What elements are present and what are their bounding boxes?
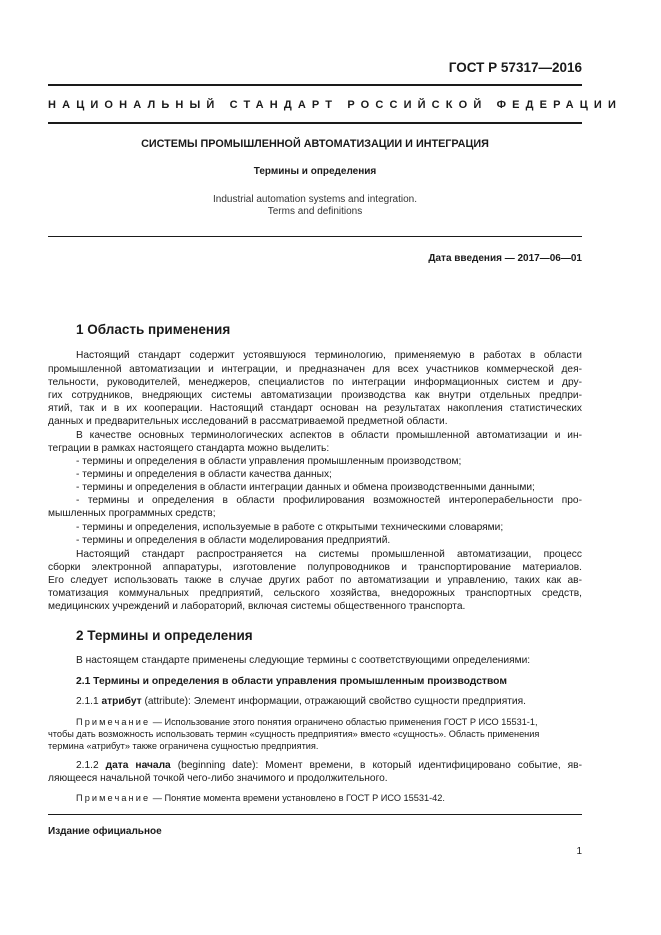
paragraph-line: тельности, руководителей, менеджеров, специалистов по интеграции информационных систем и дру- bbox=[48, 377, 582, 388]
list-item: - термины и определения в области управления промышленным производством; bbox=[76, 456, 462, 467]
top-rule bbox=[48, 84, 582, 86]
list-item: - термины и определения в области качества данных; bbox=[76, 469, 332, 480]
list-item: - термины и определения в области профилирования возможностей интероперабельности про- bbox=[76, 495, 582, 506]
note-1-line-3: термина «атрибут» также ограничена сущностью предприятия. bbox=[48, 741, 319, 751]
footer-rule bbox=[48, 814, 582, 815]
section-2-heading: 2 Термины и определения bbox=[76, 628, 253, 643]
term-name: дата начала bbox=[105, 760, 171, 771]
english-title-line-1: Industrial automation systems and integration. bbox=[213, 194, 417, 205]
document-title: СИСТЕМЫ ПРОМЫШЛЕННОЙ АВТОМАТИЗАЦИИ И ИНТЕГРАЦИЯ bbox=[141, 138, 489, 150]
term-definition: (beginning date): Момент времени, в который идентифицировано событие, яв- bbox=[177, 760, 582, 771]
note-text: — Понятие момента времени установлено в ГОСТ Р ИСО 15531-42. bbox=[152, 793, 445, 803]
banner-rule bbox=[48, 122, 582, 124]
introduction-date: Дата введения — 2017—06—01 bbox=[428, 253, 582, 264]
term-number: 2.1.1 bbox=[76, 696, 99, 707]
term-name: атрибут bbox=[101, 696, 142, 707]
paragraph-line: В качестве основных терминологических аспектов в области промышленной автоматизации и ин- bbox=[76, 430, 582, 441]
subsection-2-1-heading: 2.1 Термины и определения в области управления промышленным производством bbox=[76, 676, 507, 687]
list-item: - термины и определения в области моделирования предприятий. bbox=[76, 535, 391, 546]
term-number: 2.1.2 bbox=[76, 760, 99, 771]
section-2-intro: В настоящем стандарте применены следующие термины с соответствующими определениями: bbox=[76, 655, 531, 666]
list-item: - термины и определения в области интеграции данных и обмена производственными данными; bbox=[76, 482, 535, 493]
paragraph-line: томатизация коммунальных предприятий, сельского хозяйства, внедорожных транспортных средств, bbox=[48, 588, 582, 599]
term-2-1-2-continuation: ляющееся начальной точкой чего-либо значимого и продолжительного. bbox=[48, 773, 388, 784]
paragraph-line: Его следует использовать также в случае других работ по автоматизации и управлению, таких как ав- bbox=[48, 575, 582, 586]
paragraph-line: гих сотрудников, внедряющих системы автоматизации производства как внутри отдельных предпри- bbox=[48, 390, 582, 401]
standard-code: ГОСТ Р 57317—2016 bbox=[448, 60, 582, 75]
note-label: Примечание bbox=[76, 717, 151, 727]
national-standard-banner: НАЦИОНАЛЬНЫЙ СТАНДАРТ РОССИЙСКОЙ ФЕДЕРАЦИИ bbox=[48, 99, 623, 111]
term-definition: (attribute): Элемент информации, отражающий свойство сущности предприятия. bbox=[144, 696, 526, 707]
paragraph-line: Настоящий стандарт распространяется на системы промышленной автоматизации, процесс bbox=[76, 549, 582, 560]
section-1-heading: 1 Область применения bbox=[76, 322, 231, 337]
term-2-1-2 bbox=[76, 759, 582, 772]
list-item: - термины и определения, используемые в работе с открытыми техническими словарями; bbox=[76, 522, 504, 533]
note-label: Примечание bbox=[76, 793, 151, 803]
title-rule bbox=[48, 236, 582, 237]
term-2-1-1 bbox=[76, 695, 582, 708]
paragraph-line: данных и предварительных исследований в рассматриваемой предметной области. bbox=[48, 416, 448, 427]
paragraph-line: медицинских учреждений и лабораторий, включая системы общественного транспорта. bbox=[48, 601, 466, 612]
paragraph-line: ятий, так и в их кооперации. Настоящий стандарт основан на результатах накопления статистических bbox=[48, 403, 582, 414]
note-text: — Использование этого понятия ограничено областью применения ГОСТ Р ИСО 15531-1, bbox=[152, 717, 538, 727]
paragraph-line: Настоящий стандарт содержит устоявшуюся терминологию, применяемую в работах в области bbox=[76, 350, 582, 361]
note-2 bbox=[76, 792, 582, 805]
page-number: 1 bbox=[576, 846, 582, 857]
note-1-line-2: чтобы дать возможность использовать термин «сущность предприятия» вместо «сущность». Область применения bbox=[48, 729, 540, 739]
document-subtitle: Термины и определения bbox=[253, 166, 377, 177]
paragraph-line: теграции в рамках настоящего стандарта можно выделить: bbox=[48, 443, 330, 454]
paragraph-line: сборки электронной аппаратуры, изготовление полупроводников и транспортирование материалов. bbox=[48, 562, 582, 573]
official-edition-label: Издание официальное bbox=[48, 826, 162, 837]
english-title-line-2: Terms and definitions bbox=[267, 206, 363, 217]
list-item-continuation: мышленных программных средств; bbox=[48, 508, 216, 519]
paragraph-line: промышленной автоматизации и интеграции, и предназначен для всех участников коммерческой дея- bbox=[48, 364, 582, 375]
